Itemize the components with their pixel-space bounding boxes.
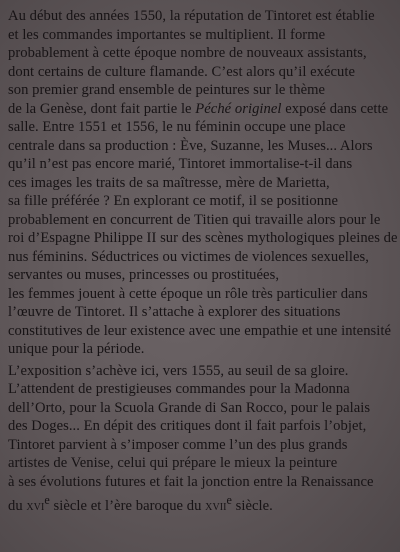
century-numeral: xvi xyxy=(26,497,45,514)
text-line: centrale dans sa production : Ève, Suzanne, les Muses... Alors xyxy=(8,137,373,154)
text-line: probablement à cette époque nombre de nouveaux assistants, xyxy=(8,45,367,61)
text-line: L’attendent de prestigieuses commandes pour la Madonna xyxy=(8,381,350,397)
artwork-title: Péché originel xyxy=(195,100,282,117)
text-line: ces images les traits de sa maîtresse, mère de Marietta, xyxy=(8,174,330,191)
text-line: et les commandes importantes se multiplient. Il forme xyxy=(8,26,326,43)
text-line: à ses évolutions futures et fait la jonction entre la Renaissance xyxy=(8,473,374,490)
text-line xyxy=(8,491,396,515)
text-line: dont certains de culture flamande. C’est alors qu’il exécute xyxy=(8,63,356,80)
text-line: servantes ou muses, princesses ou prostituées, xyxy=(8,267,280,283)
paragraph-2 xyxy=(8,362,396,516)
wall-text xyxy=(8,7,396,515)
text-line: qu’il n’est pas encore marié, Tintoret immortalise-t-il dans xyxy=(8,156,353,172)
text-line: probablement en concurrent de Titien qui travaille alors pour le xyxy=(8,211,381,228)
ordinal-suffix: e xyxy=(44,493,50,507)
text-segment: siècle. xyxy=(231,497,273,514)
text-line: roi d’Espagne Philippe II sur des scènes mythologiques pleines de xyxy=(8,230,398,246)
text-segment: du xyxy=(8,497,27,514)
text-line: unique pour la période. xyxy=(8,341,145,357)
text-segment: siècle et l’ère baroque du xyxy=(49,497,206,514)
text-line: L’exposition s’achève ici, vers 1555, au seuil de sa gloire. xyxy=(8,362,349,379)
text-line: salle. Entre 1551 et 1556, le nu féminin occupe une place xyxy=(8,119,346,135)
text-segment: de la Genèse, dont fait partie le xyxy=(8,100,196,117)
text-line: des Doges... En dépit des critiques dont il fait parfois l’objet, xyxy=(8,418,367,434)
text-line: les femmes jouent à cette époque un rôle très particulier dans xyxy=(8,285,368,302)
paragraph-1 xyxy=(8,7,396,359)
text-line: l’œuvre de Tintoret. Il s’attache à explorer des situations xyxy=(8,304,341,320)
text-line: sa fille préférée ? En explorant ce motif, il se positionne xyxy=(8,193,338,209)
century-numeral: xvii xyxy=(205,497,227,514)
text-line: nus féminins. Séductrices ou victimes de violences sexuelles, xyxy=(8,248,369,265)
text-line: artistes de Venise, celui qui prépare le mieux la peinture xyxy=(8,455,338,471)
ordinal-suffix: e xyxy=(226,493,232,507)
text-line: Au début des années 1550, la réputation de Tintoret est établie xyxy=(8,8,375,24)
text-segment: exposé dans cette xyxy=(281,100,389,117)
text-line: dell’Orto, pour la Scuola Grande di San Rocco, pour le palais xyxy=(8,399,371,416)
text-line: son premier grand ensemble de peintures sur le thème xyxy=(8,82,326,98)
text-line: Tintoret parvient à s’imposer comme l’un des plus grands xyxy=(8,436,348,453)
text-line: constitutives de leur existence avec une empathie et une intensité xyxy=(8,322,392,339)
text-line xyxy=(8,100,396,119)
